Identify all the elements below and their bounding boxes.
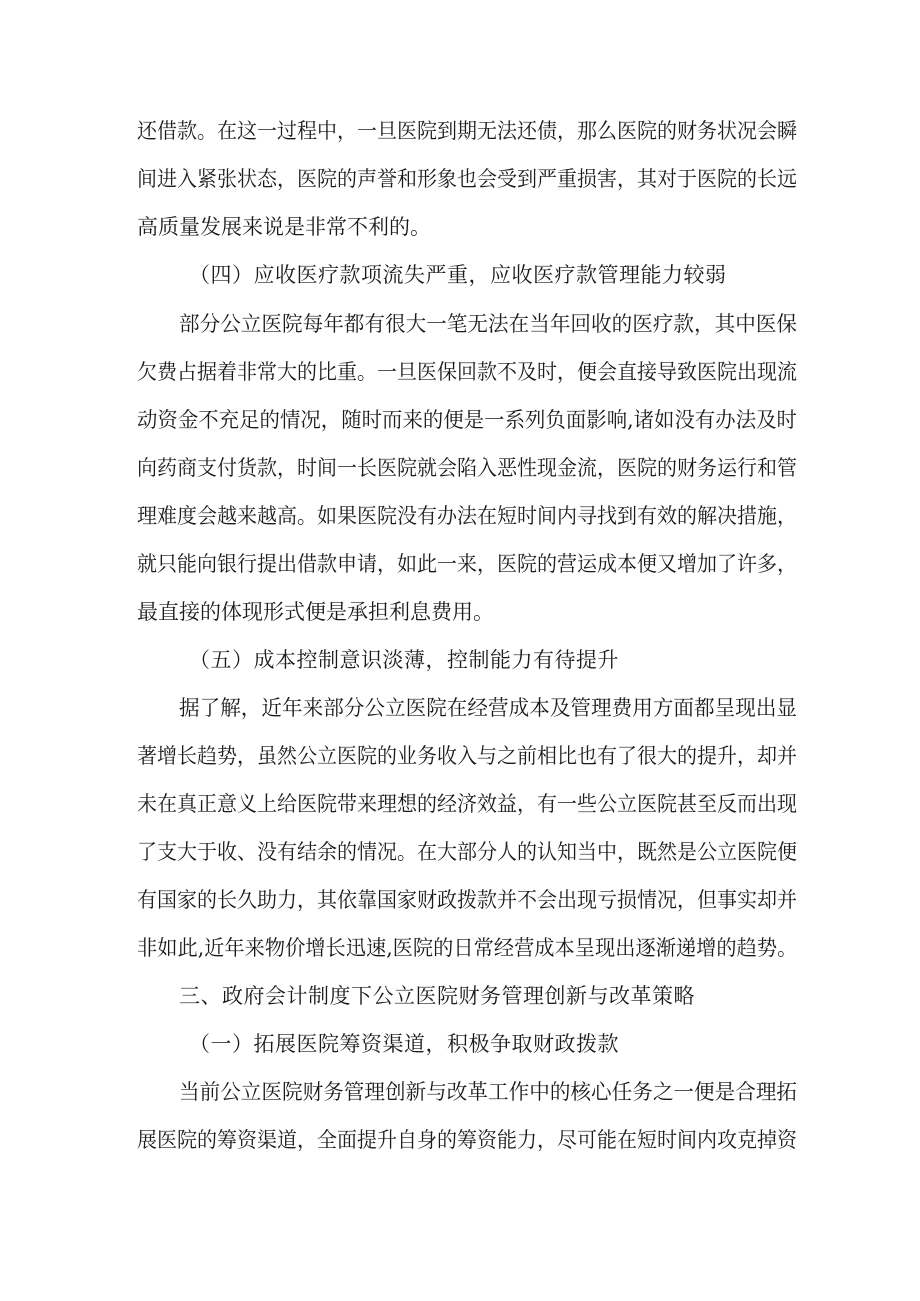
paragraph-line: 欠费占据着非常大的比重。一旦医保回款不及时，便会直接导致医院出现流 [137,360,798,384]
paragraph-line: 未在真正意义上给医院带来理想的经济效益，有一些公立医院甚至反而出现 [137,792,798,816]
paragraph-line: 还借款。在这一过程中，一旦医院到期无法还债，那么医院的财务状况会瞬 [137,119,798,143]
paragraph-line: 就只能向银行提出借款申请，如此一来，医院的营运成本便又增加了许多， [137,552,798,576]
section-heading-1: （一）拓展医院筹资渠道，积极争取财政拨款 [189,1032,619,1056]
chapter-heading-3: 三、政府会计制度下公立医院财务管理创新与改革策略 [179,984,695,1008]
paragraph-line: 理难度会越来越高。如果医院没有办法在短时间内寻找到有效的解决措施， [137,504,798,528]
paragraph-line: 动资金不充足的情况，随时而来的便是一系列负面影响,诸如没有办法及时 [137,408,797,432]
paragraph-line: 最直接的体现形式便是承担利息费用。 [137,600,494,624]
paragraph-line: 展医院的筹资渠道，全面提升自身的筹资能力，尽可能在短时间内攻克掉资 [137,1128,798,1152]
paragraph-line: 向药商支付货款，时间一长医院就会陷入恶性现金流，医院的财务运行和管 [137,456,798,480]
paragraph-line: 非如此,近年来物价增长迅速,医院的日常经营成本呈现出逐渐递增的趋势。 [137,936,798,960]
paragraph-line: 据了解，近年来部分公立医院在经营成本及管理费用方面都呈现出显 [179,696,798,720]
paragraph-line: 有国家的长久助力，其依靠国家财政拨款并不会出现亏损情况，但事实却并 [137,888,798,912]
section-heading-5: （五）成本控制意识淡薄，控制能力有待提升 [189,648,619,672]
paragraph-line: 高质量发展来说是非常不利的。 [137,215,431,239]
paragraph-line: 部分公立医院每年都有很大一笔无法在当年回收的医疗款，其中医保 [179,312,798,336]
paragraph-line: 间进入紧张状态，医院的声誉和形象也会受到严重损害，其对于医院的长远 [137,167,798,191]
paragraph-line: 当前公立医院财务管理创新与改革工作中的核心任务之一便是合理拓 [179,1080,798,1104]
paragraph-line: 著增长趋势，虽然公立医院的业务收入与之前相比也有了很大的提升，却并 [137,744,798,768]
paragraph-line: 了支大于收、没有结余的情况。在大部分人的认知当中，既然是公立医院便 [137,840,798,864]
section-heading-4: （四）应收医疗款项流失严重，应收医疗款管理能力较弱 [189,263,727,287]
